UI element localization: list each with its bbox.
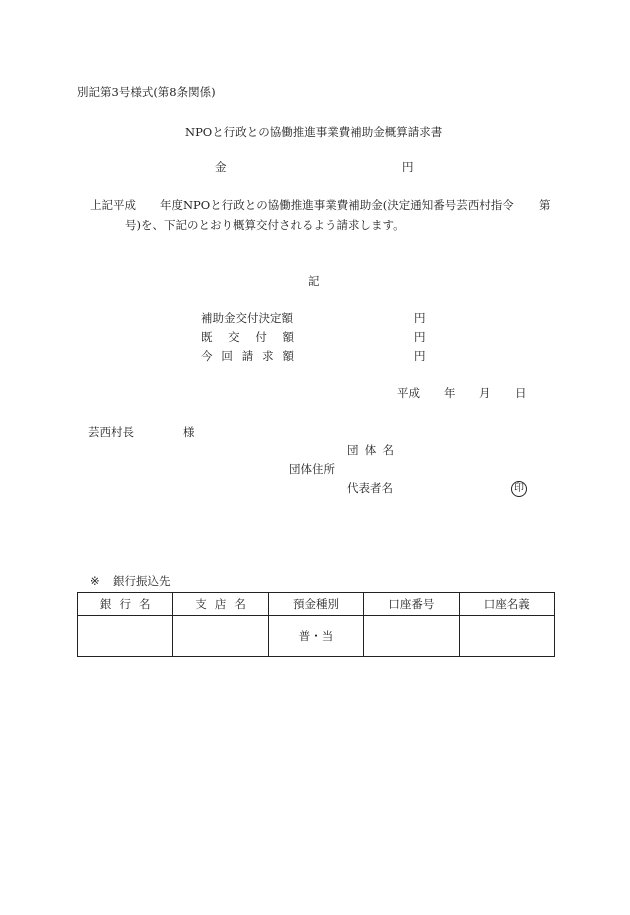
body-line1-a: 上記平成	[90, 198, 136, 212]
addressee-name: 芸西村長	[88, 425, 134, 439]
item-already-paid-label	[201, 330, 294, 344]
label-char: 額	[282, 349, 294, 363]
label-char: 団	[347, 443, 359, 457]
col-label: 口座名義	[483, 597, 530, 611]
label-char: 額	[282, 330, 294, 344]
cell-account-holder	[459, 616, 554, 657]
col-account-number	[364, 593, 459, 616]
body-line2: 号)を、下記のとおり概算交付されるよう請求します。	[125, 218, 405, 232]
label-char: 交	[228, 330, 240, 344]
label-char: 付	[255, 330, 267, 344]
org-address-label: 団体住所	[289, 462, 335, 476]
label-char: 今	[201, 349, 213, 363]
col-bank-name	[78, 593, 173, 616]
amount-yen: 円	[402, 160, 414, 174]
date-era: 平成	[397, 386, 420, 400]
col-account-holder	[459, 593, 554, 616]
table-row	[78, 616, 555, 657]
item-decided-amount-label: 補助金交付決定額	[201, 311, 293, 325]
cell-account-type: 普・当	[268, 616, 363, 657]
amount-kin: 金	[215, 160, 227, 174]
item-decided-amount-unit: 円	[414, 311, 426, 325]
label-char: 体	[364, 443, 377, 457]
col-account-type	[268, 593, 363, 616]
seal-mark: 印	[511, 481, 527, 497]
body-line1-b: 年度NPOと行政との協働推進事業費補助金(決定通知番号芸西村指令	[160, 198, 514, 212]
cell-branch-name	[173, 616, 268, 657]
cell-bank-name	[78, 616, 173, 657]
bank-table	[77, 592, 555, 657]
body-line1-c: 第	[539, 198, 551, 212]
label-char: 既	[201, 330, 213, 344]
org-name-label	[347, 443, 394, 457]
date-day: 日	[515, 386, 527, 400]
item-this-request-unit: 円	[414, 349, 426, 363]
bank-heading: 銀行振込先	[113, 574, 171, 588]
label-char: 名	[382, 443, 394, 457]
col-label: 支店名	[195, 597, 254, 611]
date-month: 月	[479, 386, 491, 400]
col-label: 預金種別	[292, 597, 339, 611]
label-char: 求	[262, 349, 274, 363]
col-label: 口座番号	[388, 597, 435, 611]
addressee-honorific: 様	[183, 425, 195, 439]
cell-account-number	[364, 616, 459, 657]
bank-heading-mark: ※	[90, 574, 100, 588]
item-this-request-label	[201, 349, 294, 363]
label-char: 請	[241, 349, 254, 363]
bank-table-header-row	[78, 593, 555, 616]
label-char: 回	[221, 349, 233, 363]
page-title: NPOと行政との協働推進事業費補助金概算請求書	[185, 125, 443, 139]
col-branch-name	[173, 593, 268, 616]
form-label: 別記第3号様式(第8条関係)	[77, 85, 216, 99]
col-label: 銀行名	[99, 597, 159, 611]
date-year: 年	[444, 386, 456, 400]
ki-heading: 記	[308, 274, 320, 288]
item-already-paid-unit: 円	[414, 330, 426, 344]
rep-name-label: 代表者名	[347, 481, 393, 495]
